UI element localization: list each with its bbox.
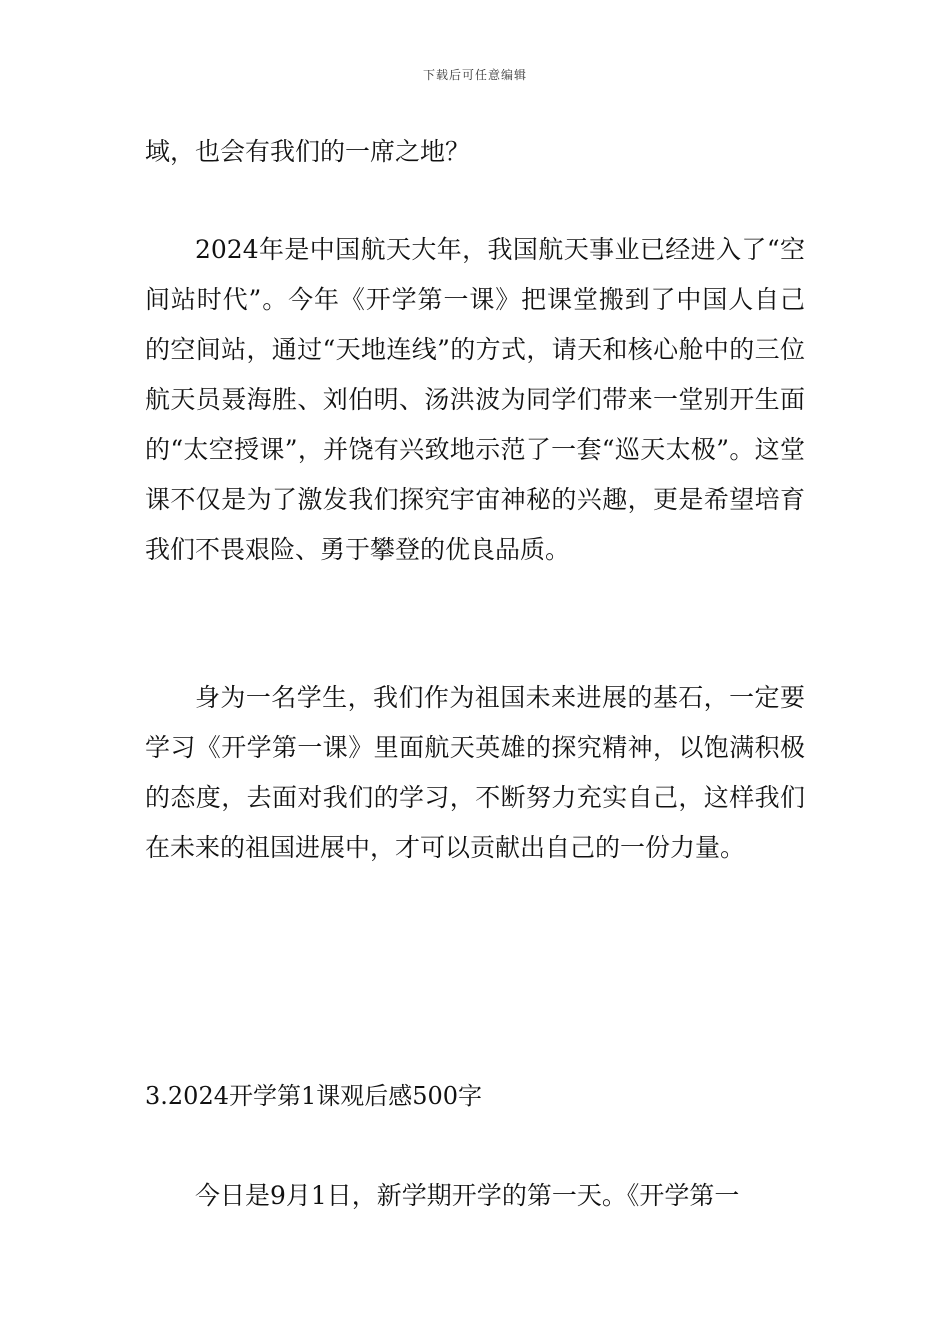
paragraph-first-day: 今日是9月1日，新学期开学的第一天。《开学第一 xyxy=(195,1181,740,1210)
paragraph-space-station: 2024年是中国航天大年，我国航天事业已经进入了“空间站时代”。今年《开学第一课》把课堂搬到了中国人自己的空间站，通过“天地连线”的方式，请天和核心舱中的三位航天员聂海胜、刘伯明、汤洪波为同学们带来一堂别开生面的“太空授课”，并饶有兴致地示范了一套“巡天太极”。这堂课不仅是为了激发我们探究宇宙神秘的兴趣，更是希望培育我们不畏艰险、勇于攀登的优良品质。 xyxy=(145,235,805,564)
page-header: 下载后可任意编辑 xyxy=(422,68,527,82)
paragraph-continuation: 域，也会有我们的一席之地？ xyxy=(145,137,471,166)
section-heading: 3.2024开学第1课观后感500字 xyxy=(145,1082,483,1110)
paragraph-student-duty: 身为一名学生，我们作为祖国未来进展的基石，一定要学习《开学第一课》里面航天英雄的探究精神，以饱满积极的态度，去面对我们的学习，不断努力充实自己，这样我们在未来的祖国进展中，才可以贡献出自己的一份力量。 xyxy=(145,683,805,862)
